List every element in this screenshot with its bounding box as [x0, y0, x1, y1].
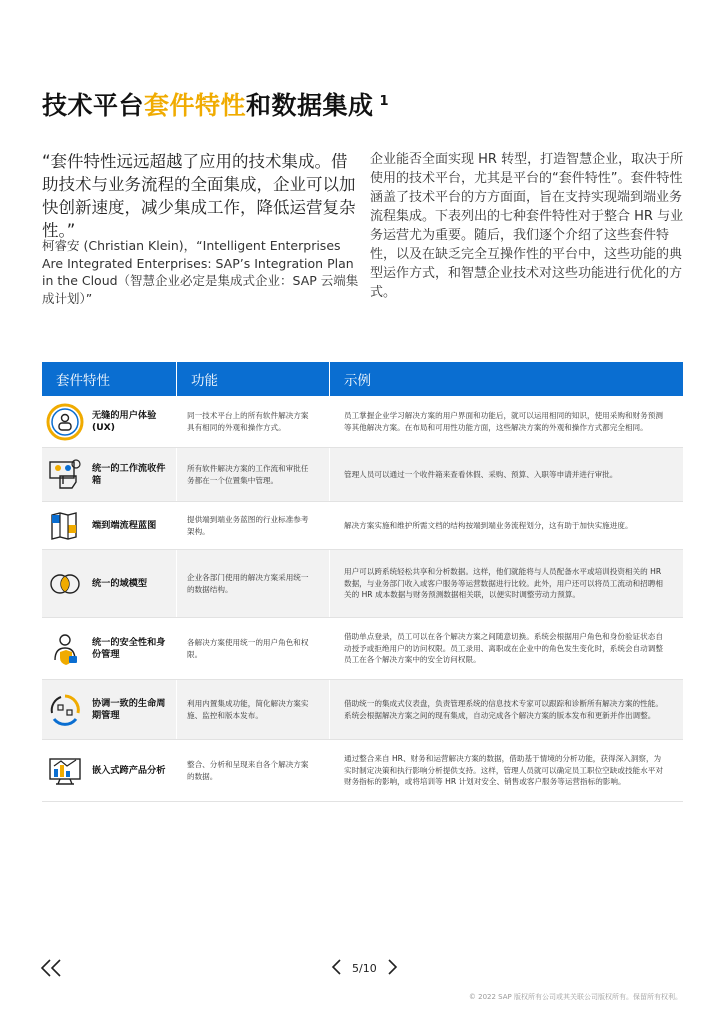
title-footnote[interactable]: 1	[379, 93, 390, 109]
footer-navigation	[40, 958, 680, 978]
chevron-left-icon[interactable]	[330, 958, 342, 979]
feature-cell	[42, 502, 177, 549]
quote-text: “套件特性远远超越了应用的技术集成。借助技术与业务流程的全面集成，企业可以加快创新速度，减少集成工作，降低运营复杂性。”	[42, 152, 356, 240]
title-accent: 套件特性	[144, 91, 247, 120]
feature-label: 无缝的用户体验 (UX)	[92, 409, 157, 433]
example-cell: 借助单点登录，员工可以在各个解决方案之间随意切换。系统会根据用户角色和身份验证状态自动授予或拒绝用户的访问权限。员工录用、离职或在企业中的角色发生变化时，系统会自动调整员工在各个解决方案中的安全访问权限。	[344, 632, 663, 665]
suite-features-table	[42, 362, 683, 802]
example-cell: 管理人员可以通过一个收件箱来查看休假、采购、预算、入职等申请并进行审批。	[344, 469, 618, 479]
function-cell: 各解决方案使用统一的用户角色和权限。	[177, 618, 330, 679]
table-header	[42, 362, 683, 396]
title-part2: 和数据集成	[246, 91, 374, 120]
page-title	[42, 86, 389, 122]
process-blueprint-icon	[46, 507, 84, 545]
header-function: 功能	[177, 362, 330, 396]
function-cell: 利用内置集成功能，简化解决方案实施、监控和版本发布。	[177, 680, 330, 739]
intro-paragraph: 企业能否全面实现 HR 转型，打造智慧企业，取决于所使用的技术平台，尤其是平台的“套件特性”。套件特性涵盖了技术平台的方方面面，旨在支持实现端到端业务流程集成。下表列出的七种套件特性对于整合 HR 与业务运营尤为重要。随后，我们逐个介绍了这些套件特性，以及在缺乏完全互操作性的平台中，这些功能的典型运作方式，和智慧企业技术对这些功能进行优化的方式。	[370, 152, 684, 300]
feature-cell	[42, 740, 177, 801]
table-row	[42, 740, 683, 802]
function-cell: 企业各部门使用的解决方案采用统一的数据结构。	[177, 550, 330, 617]
page-indicator: 5/10	[352, 961, 377, 975]
function-cell: 所有软件解决方案的工作流和审批任务都在一个位置集中管理。	[177, 448, 330, 501]
feature-cell	[42, 618, 177, 679]
table-row	[42, 618, 683, 680]
title-part1: 技术平台	[42, 91, 145, 120]
function-cell: 整合、分析和呈现来自各个解决方案的数据。	[177, 740, 330, 801]
workflow-inbox-icon	[46, 456, 84, 494]
feature-label: 统一的安全性和身份管理	[92, 636, 166, 660]
pager	[330, 958, 399, 978]
feature-label: 协调一致的生命周期管理	[92, 697, 166, 721]
security-identity-icon	[46, 630, 84, 668]
table-row	[42, 550, 683, 618]
copyright-notice: © 2022 SAP 版权所有公司或其关联公司版权所有。保留所有权利。	[468, 993, 682, 1001]
feature-cell	[42, 680, 177, 739]
domain-model-icon	[46, 565, 84, 603]
table-row	[42, 680, 683, 740]
header-feature: 套件特性	[42, 362, 177, 396]
table-row	[42, 396, 683, 448]
chevron-right-icon[interactable]	[387, 958, 399, 979]
quote-attribution: 柯睿安 (Christian Klein)，“Intelligent Enterprises Are Integrated Enterprises: SAP’s Integration Plan in the Cloud（智慧企业必定是集成式企业：SAP 云端集成计划）”	[42, 238, 359, 306]
example-cell: 解决方案实施和维护所需文档的结构按端到端业务流程划分，这有助于加快实施进度。	[344, 520, 633, 530]
function-cell: 同一技术平台上的所有软件解决方案具有相同的外观和操作方式。	[177, 396, 330, 447]
back-to-start-button[interactable]	[40, 958, 64, 978]
table-row	[42, 448, 683, 502]
feature-label: 统一的域模型	[92, 577, 148, 589]
table-row	[42, 502, 683, 550]
example-cell: 借助统一的集成式仪表盘，负责管理系统的信息技术专家可以跟踪和诊断所有解决方案的性能。系统会根据解决方案之间的现有集成，自动完成各个解决方案的版本发布和更新并作出调整。	[344, 699, 663, 720]
example-cell: 员工掌握企业学习解决方案的用户界面和功能后，就可以运用相同的知识，使用采购和财务预测等其他解决方案。在布局和可用性功能方面，这些解决方案的外观和操作方式都完全相同。	[344, 411, 663, 432]
user-experience-icon	[46, 403, 84, 441]
feature-cell	[42, 550, 177, 617]
header-example: 示例	[344, 373, 371, 389]
lifecycle-management-icon	[46, 691, 84, 729]
feature-cell	[42, 396, 177, 447]
feature-label: 嵌入式跨产品分析	[92, 764, 166, 776]
embedded-analytics-icon	[46, 752, 84, 790]
feature-label: 端到端流程蓝图	[92, 519, 157, 531]
example-cell: 通过整合来自 HR、财务和运营解决方案的数据，借助基于情境的分析功能，获得深入洞察，为实时制定决策和执行影响分析提供支持。这样，管理人员就可以确定员工职位空缺或技能水平对财务指标的影响，或将培训等 HR 计划对安全、销售或客户服务等运营指标的影响。	[344, 754, 663, 787]
feature-cell	[42, 448, 177, 501]
example-cell: 用户可以跨系统轻松共享和分析数据。这样，他们就能将与人员配备水平或培训投资相关的 HR 数据，与业务部门收入或客户服务等运营数据进行比较。此外，用户还可以将员工流动和招聘相关的 HR 成本数据与财务预测数据相关联，以便实时调整劳动力预算。	[344, 567, 663, 600]
function-cell: 提供端到端业务蓝图的行业标准参考架构。	[177, 502, 330, 549]
feature-label: 统一的工作流收件箱	[92, 462, 166, 486]
